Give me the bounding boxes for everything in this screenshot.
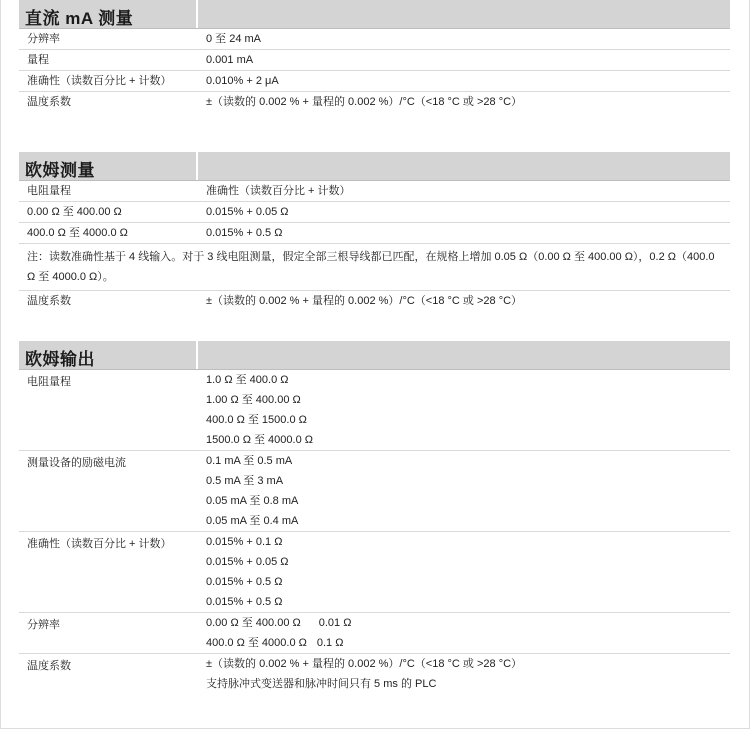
table-row — [19, 370, 730, 451]
header-divider — [196, 0, 198, 28]
row-label: 测量设备的励磁电流 — [27, 457, 126, 469]
section-header — [19, 0, 730, 29]
row-value: ±（读数的 0.002 % + 量程的 0.002 %）/°C（<18 °C 或 >28 °C） — [206, 295, 523, 307]
row-value: 0.1 mA 至 0.5 mA — [206, 455, 293, 467]
range-text: 400.0 Ω 至 4000.0 Ω — [206, 637, 307, 649]
row-value: 1.00 Ω 至 400.00 Ω — [206, 394, 301, 406]
table-row — [19, 181, 730, 202]
row-value: ±（读数的 0.002 % + 量程的 0.002 %）/°C（<18 °C 或 >28 °C） — [206, 658, 523, 670]
row-value: 准确性（读数百分比 + 计数） — [206, 185, 351, 197]
note-text: 注：读数准确性基于 4 线输入。对于 3 线电阻测量，假定全部三根导线都已匹配，在规格上增加 0.05 Ω（0.00 Ω 至 400.00 Ω），0.2 Ω（400.0 Ω 至 4000.0 Ω）。 — [19, 244, 730, 291]
table-row — [19, 29, 730, 50]
section-header — [19, 341, 730, 370]
row-label: 量程 — [27, 54, 49, 66]
table-row — [19, 223, 730, 244]
section-title: 欧姆测量 — [25, 161, 95, 180]
table-row — [19, 92, 730, 112]
section-header — [19, 152, 730, 181]
row-value: 0.015% + 0.5 Ω — [206, 576, 283, 588]
table-row — [19, 532, 730, 613]
section-title: 直流 mA 测量 — [25, 9, 134, 28]
resolution-text: 0.01 Ω — [318, 617, 352, 629]
row-label: 分辨率 — [27, 619, 60, 631]
range-text: 0.00 Ω 至 400.00 Ω — [206, 617, 301, 629]
row-label: 400.0 Ω 至 4000.0 Ω — [27, 227, 128, 239]
row-value: 0.5 mA 至 3 mA — [206, 475, 284, 487]
row-label: 温度系数 — [27, 96, 71, 108]
table-row — [19, 202, 730, 223]
row-value: 0.015% + 0.5 Ω — [206, 227, 283, 239]
table-row — [19, 613, 730, 654]
row-label: 温度系数 — [27, 660, 71, 672]
row-value: 400.0 Ω 至 1500.0 Ω — [206, 414, 307, 426]
row-value: 0.05 mA 至 0.8 mA — [206, 495, 299, 507]
row-value: 0.015% + 0.05 Ω — [206, 206, 289, 218]
header-divider — [196, 341, 198, 369]
table-row — [19, 50, 730, 71]
row-label: 温度系数 — [27, 295, 71, 307]
resolution-text: 0.1 Ω — [316, 637, 344, 649]
row-value: 0.015% + 0.1 Ω — [206, 536, 283, 548]
header-divider — [196, 152, 198, 180]
table-row — [19, 654, 730, 696]
row-value: 1.0 Ω 至 400.0 Ω — [206, 374, 289, 386]
section-ohm-measure — [19, 152, 730, 311]
table-row — [19, 291, 730, 311]
section-dc-ma — [19, 0, 730, 112]
row-value: 支持脉冲式变送器和脉冲时间只有 5 ms 的 PLC — [206, 678, 437, 690]
row-value: 0.05 mA 至 0.4 mA — [206, 515, 299, 527]
row-label: 准确性（读数百分比 + 计数） — [27, 538, 172, 550]
table-row — [19, 451, 730, 532]
row-value: 1500.0 Ω 至 4000.0 Ω — [206, 434, 313, 446]
row-label: 准确性（读数百分比 + 计数） — [27, 75, 172, 87]
row-value: 0.015% + 0.05 Ω — [206, 556, 289, 568]
row-value: 0.010% + 2 μA — [206, 75, 279, 87]
row-label: 分辨率 — [27, 33, 60, 45]
row-label: 0.00 Ω 至 400.00 Ω — [27, 206, 122, 218]
section-ohm-output — [19, 341, 730, 696]
row-label: 电阻量程 — [27, 185, 71, 197]
row-value: 0 至 24 mA — [206, 33, 262, 45]
table-row — [19, 71, 730, 92]
section-title: 欧姆输出 — [25, 350, 95, 369]
row-value — [206, 616, 351, 636]
row-value — [206, 636, 351, 656]
row-value: ±（读数的 0.002 % + 量程的 0.002 %）/°C（<18 °C 或 >28 °C） — [206, 96, 523, 108]
row-value: 0.015% + 0.5 Ω — [206, 596, 283, 608]
row-label: 电阻量程 — [27, 376, 71, 388]
row-value: 0.001 mA — [206, 54, 254, 66]
